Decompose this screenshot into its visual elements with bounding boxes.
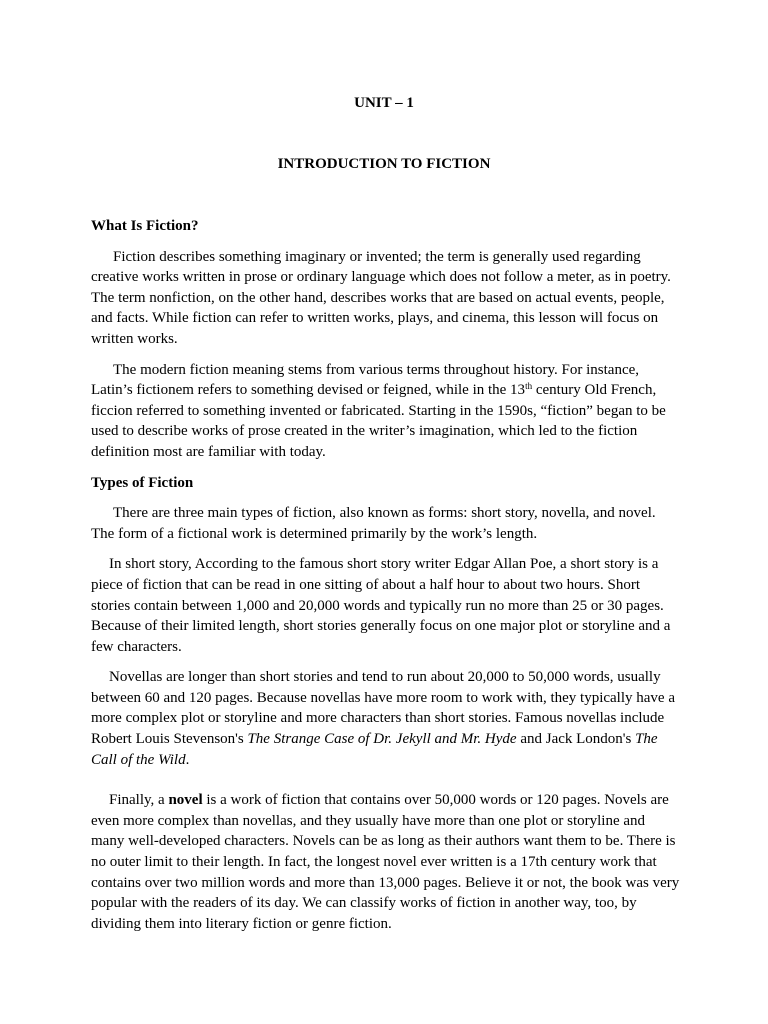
paragraph-fiction-definition: Fiction describes something imaginary or invented; the term is generally used regarding creative works written in prose or ordinary language which does not follow a meter, as in poetry. The term nonfiction, on the other hand, describes works that are based on actual events, people, and facts. While fiction can refer to written works, plays, and cinema, this lesson will focus on written works. bbox=[91, 248, 671, 347]
novella-title-call-of-the-wild: The Call of the Wild bbox=[91, 731, 658, 768]
ordinal-superscript: th bbox=[525, 381, 533, 392]
novella-text-part-2: and Jack London's bbox=[516, 731, 636, 748]
etymology-text-part-2: century Old French, ficcion referred to something invented or fabricated. Starting in the 1590s, “fiction” began to be used to describe works of prose created in the writer’s imagination, which led to the fiction definition most are familiar with today. bbox=[91, 382, 666, 460]
novel-text-part-1: Finally, a bbox=[109, 792, 169, 809]
section-heading-what-is-fiction: What Is Fiction? bbox=[91, 218, 199, 234]
paragraph-novella bbox=[91, 667, 681, 770]
novella-text-part-3: . bbox=[185, 751, 190, 768]
chapter-title: INTRODUCTION TO FICTION bbox=[277, 156, 491, 172]
etymology-text-part-1: The modern fiction meaning stems from various terms throughout history. For instance, Latin’s fictionem refers to something devised or feigned, while in the 13 bbox=[91, 361, 640, 399]
paragraph-fiction-etymology bbox=[91, 360, 681, 463]
novel-term-bold: novel bbox=[168, 792, 203, 809]
paragraph-types-overview: There are three main types of fiction, also known as forms: short story, novella, and novel. The form of a fictional work is determined primarily by the work’s length. bbox=[91, 505, 656, 542]
document-body bbox=[91, 216, 681, 944]
paragraph-novel bbox=[91, 790, 681, 934]
paragraph-short-story: In short story, According to the famous short story writer Edgar Allan Poe, a short story is a piece of fiction that can be read in one sitting of about a half hour to about two hours. Short stories contain between 1,000 and 20,000 words and typically run no more than 25 or 30 pages. Because of their limited length, short stories generally focus on one major plot or storyline and a few characters. bbox=[91, 556, 671, 655]
novel-text-part-2: is a work of fiction that contains over 50,000 words or 120 pages. Novels are even more complex than novellas, and they usually have more than one plot or storyline and many well-developed characters. Novels can be as long as their authors want them to be. There is no outer limit to their length. In fact, the longest novel ever written is a 17th century work that contains over two million words and more than 13,000 pages. Believe it or not, the book was very popular with the readers of its day. We can classify works of fiction in another way, too, by dividing them into literary fiction or genre fiction. bbox=[91, 792, 680, 932]
section-heading-types-of-fiction: Types of Fiction bbox=[91, 474, 194, 491]
novella-title-jekyll-hyde: The Strange Case of Dr. Jekyll and Mr. Hyde bbox=[247, 731, 517, 748]
unit-heading: UNIT – 1 bbox=[354, 95, 414, 111]
novella-text-part-1: Novellas are longer than short stories and tend to run about 20,000 to 50,000 words, usually between 60 and 120 pages. Because novellas have more room to work with, they typically have a more complex plot or storyline and more characters than short stories. Famous novellas include Robert Louis Stevenson's bbox=[91, 669, 675, 748]
